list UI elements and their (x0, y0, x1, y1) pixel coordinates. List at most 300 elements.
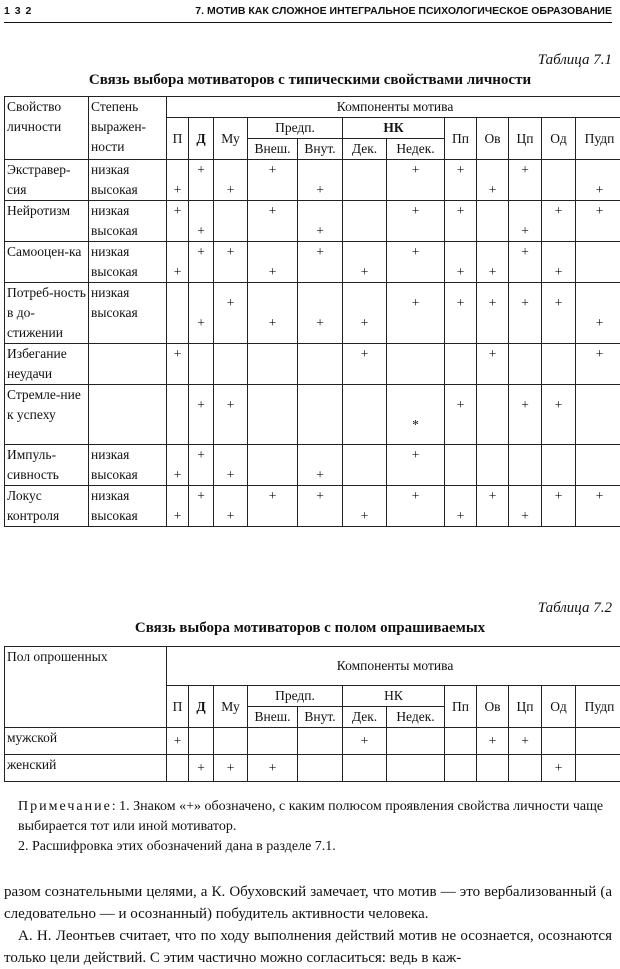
mark (544, 445, 573, 465)
mark (479, 242, 506, 262)
value-cell (445, 486, 477, 527)
value-cell (576, 201, 620, 242)
table-row (5, 486, 620, 527)
value-cell (298, 728, 343, 755)
mark: + (479, 262, 506, 282)
value-cell: + (343, 728, 387, 755)
value-cell (189, 728, 214, 755)
value-cell (542, 385, 576, 445)
mark (345, 221, 384, 241)
value-cell (343, 344, 387, 385)
value-cell (542, 344, 576, 385)
mark (216, 262, 245, 282)
mark: + (544, 201, 573, 221)
degree-level: высокая (91, 180, 164, 200)
value-cell (576, 385, 620, 445)
value-cell (167, 445, 189, 486)
mark (544, 160, 573, 180)
mark (345, 201, 384, 221)
value-cell (576, 486, 620, 527)
mark (544, 506, 573, 526)
mark: + (345, 313, 384, 333)
mark (447, 364, 474, 384)
degree-level: низкая (91, 201, 164, 221)
mark: + (216, 395, 245, 415)
mark: + (216, 293, 245, 313)
mark (544, 242, 573, 262)
mark (578, 506, 620, 526)
value-cell (445, 755, 477, 782)
mark: + (191, 160, 211, 180)
mark (447, 445, 474, 465)
value-cell (542, 728, 576, 755)
value-cell (298, 344, 343, 385)
table-row (5, 755, 620, 782)
mark (250, 445, 295, 465)
mark (544, 221, 573, 241)
value-cell (542, 486, 576, 527)
mark (544, 364, 573, 384)
mark (216, 486, 245, 506)
value-cell (387, 242, 445, 283)
value-cell (248, 385, 298, 445)
mark: + (511, 293, 539, 313)
mark (578, 221, 620, 241)
mark: + (250, 486, 295, 506)
mark (544, 313, 573, 333)
value-cell (542, 201, 576, 242)
mark: + (300, 486, 340, 506)
mark (479, 445, 506, 465)
mark (544, 415, 573, 435)
mark (389, 395, 442, 415)
mark: + (511, 221, 539, 241)
mark (479, 364, 506, 384)
mark (479, 465, 506, 485)
table1-title: Связь выбора мотиваторов с типическими свойствами личности (0, 72, 620, 89)
table2-label: Таблица 7.2 (538, 600, 612, 617)
mark (169, 221, 186, 241)
col-header: НК (343, 118, 445, 139)
value-cell (248, 201, 298, 242)
value-cell (248, 344, 298, 385)
value-cell (477, 344, 509, 385)
value-cell (214, 201, 248, 242)
mark (511, 465, 539, 485)
mark (300, 201, 340, 221)
value-cell (298, 445, 343, 486)
mark (511, 344, 539, 364)
mark (216, 445, 245, 465)
subcol-header: Внеш. (248, 139, 298, 160)
mark: + (511, 160, 539, 180)
value-cell (542, 445, 576, 486)
subcol-header: Недек. (387, 707, 445, 728)
value-cell (387, 283, 445, 344)
value-cell (189, 201, 214, 242)
mark (250, 465, 295, 485)
mark (300, 445, 340, 465)
value-cell (477, 160, 509, 201)
value-cell (248, 160, 298, 201)
subcol-header: Недек. (387, 139, 445, 160)
value-cell (298, 201, 343, 242)
col-header: Пп (445, 118, 477, 160)
table1-header-row (5, 97, 620, 118)
value-cell (189, 385, 214, 445)
mark (216, 344, 245, 364)
col-property-header: Свойство личности (5, 97, 89, 160)
mark (191, 262, 211, 282)
mark: + (250, 201, 295, 221)
paragraph-2: А. Н. Леонтьев считает, что по ходу выполнения действий мотив не осознается, осознаются только цели действий. С этим частично можно согласиться: ведь в каж- (4, 925, 612, 969)
mark: + (479, 486, 506, 506)
col-header: Предп. (248, 118, 343, 139)
mark (345, 160, 384, 180)
value-cell (509, 755, 542, 782)
mark: + (479, 293, 506, 313)
header-rule (4, 22, 612, 23)
mark: + (345, 506, 384, 526)
mark: + (345, 344, 384, 364)
mark (389, 506, 442, 526)
mark (479, 415, 506, 435)
mark: + (169, 180, 186, 200)
mark (389, 221, 442, 241)
mark (191, 506, 211, 526)
col-header: Цп (509, 118, 542, 160)
mark (345, 415, 384, 435)
mark (169, 160, 186, 180)
col-header: Пудп (576, 118, 620, 160)
col-header: Предп. (248, 686, 343, 707)
degree-cell (89, 344, 167, 385)
value-cell (477, 445, 509, 486)
value-cell (214, 242, 248, 283)
property-name: Импуль-сивность (5, 445, 89, 486)
mark: + (216, 242, 245, 262)
value-cell (189, 242, 214, 283)
value-cell (298, 160, 343, 201)
col-header: Ов (477, 686, 509, 728)
mark: + (511, 242, 539, 262)
mark: + (389, 160, 442, 180)
col-header: Од (542, 686, 576, 728)
value-cell (214, 728, 248, 755)
col-header: Од (542, 118, 576, 160)
subcol-header: Внут. (298, 707, 343, 728)
col-header: Пудп (576, 686, 620, 728)
mark (479, 221, 506, 241)
value-cell: + (542, 755, 576, 782)
value-cell (167, 160, 189, 201)
table1 (4, 96, 620, 527)
mark (250, 344, 295, 364)
table-row (5, 728, 620, 755)
mark (169, 445, 186, 465)
value-cell (189, 283, 214, 344)
mark: + (191, 313, 211, 333)
mark (389, 364, 442, 384)
value-cell (445, 385, 477, 445)
property-name: Потреб-ность в до-стижении (5, 283, 89, 344)
col-header: Д (189, 118, 214, 160)
mark (578, 160, 620, 180)
value-cell (445, 160, 477, 201)
mark: + (300, 180, 340, 200)
mark (447, 344, 474, 364)
mark (345, 395, 384, 415)
mark: + (300, 313, 340, 333)
value-cell (343, 160, 387, 201)
mark (479, 160, 506, 180)
mark: + (216, 465, 245, 485)
mark: + (389, 242, 442, 262)
value-cell (387, 160, 445, 201)
mark (250, 506, 295, 526)
mark (578, 445, 620, 465)
mark (300, 344, 340, 364)
table-row (5, 445, 620, 486)
col-header: Цп (509, 686, 542, 728)
value-cell (214, 445, 248, 486)
value-cell (248, 283, 298, 344)
value-cell (509, 486, 542, 527)
value-cell (509, 385, 542, 445)
table-row (5, 283, 620, 344)
value-cell (576, 242, 620, 283)
value-cell (445, 201, 477, 242)
value-cell (343, 755, 387, 782)
mark (169, 242, 186, 262)
value-cell (509, 242, 542, 283)
mark (447, 415, 474, 435)
value-cell (298, 385, 343, 445)
col-header: Д (189, 686, 214, 728)
mark: + (191, 221, 211, 241)
mark: + (511, 395, 539, 415)
mark (250, 364, 295, 384)
mark: + (447, 160, 474, 180)
components-header: Компоненты мотива (167, 97, 620, 118)
degree-level: высокая (91, 303, 164, 323)
value-cell (248, 486, 298, 527)
mark: + (544, 395, 573, 415)
page-number: 1 3 2 (4, 5, 32, 17)
subcol-header: Дек. (343, 139, 387, 160)
mark (169, 415, 186, 435)
mark: + (544, 486, 573, 506)
value-cell: + (214, 755, 248, 782)
table-row (5, 160, 620, 201)
mark (345, 364, 384, 384)
mark (578, 395, 620, 415)
running-title: 7. МОТИВ КАК СЛОЖНОЕ ИНТЕГРАЛЬНОЕ ПСИХОЛОГИЧЕСКОЕ ОБРАЗОВАНИЕ (195, 5, 612, 17)
mark (544, 465, 573, 485)
mark (250, 221, 295, 241)
mark: + (250, 160, 295, 180)
value-cell (248, 728, 298, 755)
value-cell (298, 486, 343, 527)
value-cell (477, 486, 509, 527)
value-cell (509, 201, 542, 242)
col-header: Му (214, 118, 248, 160)
degree-level: высокая (91, 506, 164, 526)
value-cell (509, 160, 542, 201)
value-cell (445, 242, 477, 283)
mark (300, 364, 340, 384)
value-cell (542, 283, 576, 344)
value-cell (167, 385, 189, 445)
value-cell (387, 445, 445, 486)
value-cell (167, 242, 189, 283)
mark: + (191, 395, 211, 415)
mark (511, 364, 539, 384)
mark (447, 465, 474, 485)
mark (169, 486, 186, 506)
col-header: П (167, 686, 189, 728)
mark (250, 415, 295, 435)
value-cell: + (248, 755, 298, 782)
mark: + (578, 313, 620, 333)
mark: + (191, 486, 211, 506)
mark: + (578, 486, 620, 506)
value-cell (298, 242, 343, 283)
mark (578, 242, 620, 262)
mark (191, 344, 211, 364)
table1-label: Таблица 7.1 (538, 52, 612, 69)
mark (389, 313, 442, 333)
mark (578, 364, 620, 384)
mark (250, 180, 295, 200)
mark (389, 344, 442, 364)
mark: + (250, 313, 295, 333)
mark: + (300, 465, 340, 485)
mark (300, 160, 340, 180)
mark (511, 445, 539, 465)
value-cell: + (509, 728, 542, 755)
value-cell (445, 283, 477, 344)
col-header: П (167, 118, 189, 160)
mark (169, 364, 186, 384)
value-cell (167, 344, 189, 385)
table-row (5, 201, 620, 242)
mark (511, 486, 539, 506)
degree-cell (89, 242, 167, 283)
degree-cell (89, 385, 167, 445)
mark: + (169, 344, 186, 364)
mark: + (300, 242, 340, 262)
value-cell (445, 728, 477, 755)
value-cell (576, 755, 620, 782)
mark (191, 364, 211, 384)
mark: + (300, 221, 340, 241)
table-row (5, 344, 620, 385)
value-cell (189, 486, 214, 527)
value-cell (298, 755, 343, 782)
col-degree-header: Степень выражен-ности (89, 97, 167, 160)
mark (300, 293, 340, 313)
mark: + (578, 180, 620, 200)
mark (511, 180, 539, 200)
property-name: Избегание неудачи (5, 344, 89, 385)
col-header: Ов (477, 118, 509, 160)
table-row (5, 242, 620, 283)
value-cell (542, 242, 576, 283)
mark (479, 201, 506, 221)
mark (345, 180, 384, 200)
mark (345, 293, 384, 313)
mark (191, 293, 211, 313)
value-cell (167, 283, 189, 344)
mark (578, 465, 620, 485)
value-cell (509, 344, 542, 385)
mark (191, 180, 211, 200)
value-cell (477, 755, 509, 782)
mark: + (389, 201, 442, 221)
mark: + (389, 293, 442, 313)
mark (578, 293, 620, 313)
value-cell (509, 445, 542, 486)
degree-level: низкая (91, 283, 164, 303)
mark: + (447, 262, 474, 282)
mark: + (169, 465, 186, 485)
value-cell (343, 201, 387, 242)
mark: + (544, 262, 573, 282)
value-cell: + (189, 755, 214, 782)
degree-level: высокая (91, 221, 164, 241)
table-row (5, 385, 620, 445)
value-cell (576, 283, 620, 344)
mark (250, 293, 295, 313)
components-header: Компоненты мотива (167, 647, 620, 686)
value-cell (576, 160, 620, 201)
mark (191, 465, 211, 485)
mark (300, 395, 340, 415)
value-cell (214, 486, 248, 527)
value-cell (167, 201, 189, 242)
mark: + (345, 262, 384, 282)
mark (300, 506, 340, 526)
mark: + (169, 201, 186, 221)
degree-level: низкая (91, 242, 164, 262)
value-cell (167, 486, 189, 527)
mark: + (216, 180, 245, 200)
value-cell (343, 283, 387, 344)
degree-level: высокая (91, 262, 164, 282)
col-sex-header: Пол опрошенных (5, 647, 167, 728)
mark: + (216, 506, 245, 526)
value-cell (576, 445, 620, 486)
mark (544, 344, 573, 364)
subcol-header: Дек. (343, 707, 387, 728)
value-cell (387, 755, 445, 782)
value-cell: + (167, 728, 189, 755)
running-header (4, 2, 612, 22)
mark: + (191, 445, 211, 465)
value-cell (189, 160, 214, 201)
mark (345, 445, 384, 465)
value-cell (298, 283, 343, 344)
value-cell (343, 242, 387, 283)
mark (191, 415, 211, 435)
paragraph-1: разом сознательными целями, а К. Обуховский замечает, что мотив — это вербализованный (а следовательно — и осознанный) побудитель активности человека. (4, 881, 612, 925)
degree-level: низкая (91, 445, 164, 465)
value-cell (477, 385, 509, 445)
degree-cell (89, 283, 167, 344)
degree-cell (89, 201, 167, 242)
value-cell (189, 445, 214, 486)
